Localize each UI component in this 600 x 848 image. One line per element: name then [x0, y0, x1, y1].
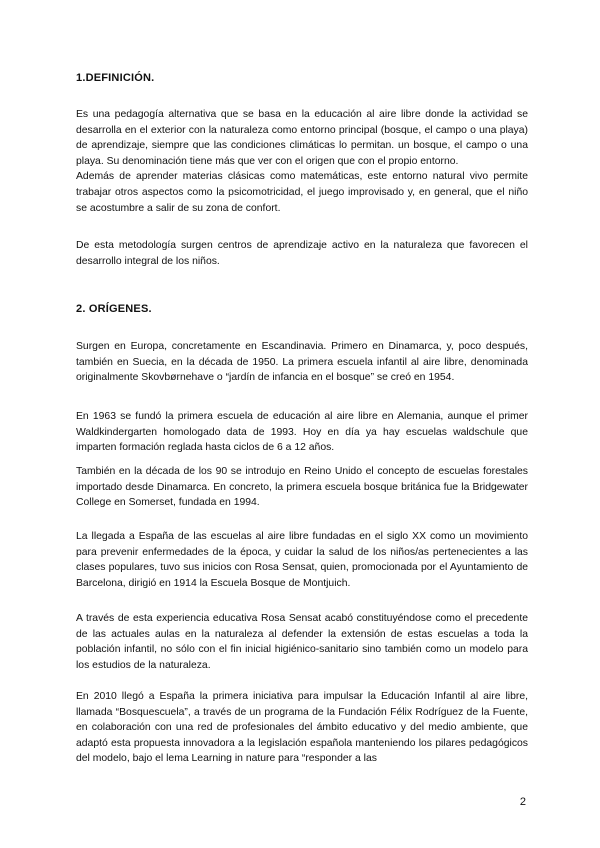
- paragraph-text: Además de aprender materias clásicas como matemáticas, este entorno natural vivo permite trabajar otros aspectos como la psicomotricidad, el juego improvisado y, en general, que el niño se acostumbre a salir de su zona de confort.: [76, 171, 528, 214]
- section-heading-origenes: 2. ORÍGENES.: [76, 303, 152, 315]
- section-heading-definicion: 1.DEFINICIÓN.: [76, 72, 155, 84]
- definicion-paragraph-1: [76, 107, 528, 216]
- origenes-paragraph-2: En 1963 se fundó la primera escuela de educación al aire libre en Alemania, aunque el primer Waldkindergarten homologado data de 1993. Hoy en día ya hay escuelas waldschule que imparten formación reglada hasta ciclos de 6 a 12 años.: [76, 411, 528, 454]
- origenes-paragraph-3: También en la década de los 90 se introdujo en Reino Unido el concepto de escuelas forestales importado desde Dinamarca. En concreto, la primera escuela bosque británica fue la Bridgewater College en Somerset, fundada en 1994.: [76, 466, 528, 509]
- origenes-paragraph-1: Surgen en Europa, concretamente en Escandinavia. Primero en Dinamarca, y, poco después, también en Suecia, en la década de 1950. La primera escuela infantil al aire libre, denominada originalmente Skovbørnehave o “jardín de infancia en el bosque” se creó en 1954.: [76, 341, 528, 384]
- origenes-paragraph-6: En 2010 llegó a España la primera iniciativa para impulsar la Educación Infantil al aire libre, llamada “Bosquescuela”, a través de un programa de la Fundación Félix Rodríguez de la Fuente, en colaboración con una red de profesionales del ámbito educativo y del medio ambiente, que adaptó esta propuesta innovadora a la legislación española manteniendo los pilares pedagógicos del modelo, bajo el lema Learning in nature para “responder a las: [76, 691, 528, 765]
- origenes-paragraph-5: A través de esta experiencia educativa Rosa Sensat acabó constituyéndose como el precedente de las actuales aulas en la naturaleza al defender la extensión de estas escuelas a toda la población infantil, no sólo con el fin inicial higiénico-sanitario sino también como un modelo para los estudios de la naturaleza.: [76, 613, 528, 671]
- definicion-paragraph-2: De esta metodología surgen centros de aprendizaje activo en la naturaleza que favorecen el desarrollo integral de los niños.: [76, 240, 528, 267]
- paragraph-text: Es una pedagogía alternativa que se basa en la educación al aire libre donde la actividad se desarrolla en el exterior con la naturaleza como entorno principal (bosque, el campo o una playa) de aprendizaje, siempre que las condiciones climáticas lo permitan. un bosque, el campo o una playa. Su denominación tiene más que ver con el origen que con el propio entorno.: [76, 109, 528, 167]
- origenes-paragraph-4: La llegada a España de las escuelas al aire libre fundadas en el siglo XX como un movimiento para prevenir enfermedades de la época, y cuidar la salud de los niños/as pertenecientes a las clases populares, tuvo sus inicios con Rosa Sensat, quien, promocionada por el Ayuntamiento de Barcelona, dirigió en 1914 la Escuela Bosque de Montjuich.: [76, 531, 528, 589]
- page-number: 2: [519, 796, 526, 808]
